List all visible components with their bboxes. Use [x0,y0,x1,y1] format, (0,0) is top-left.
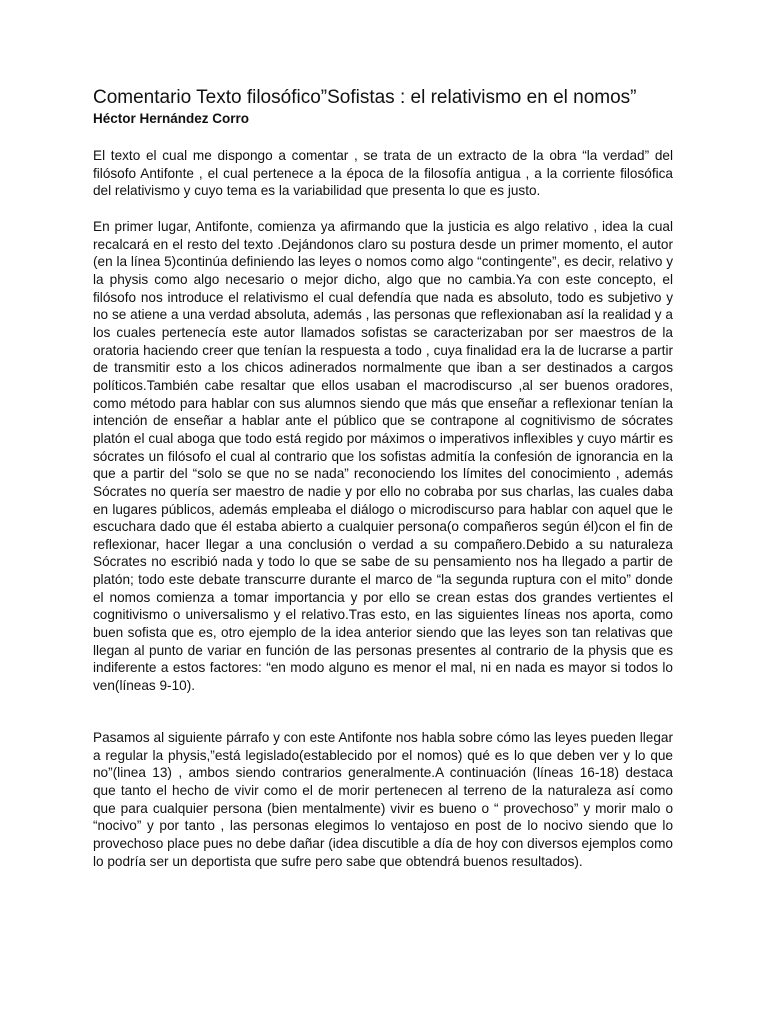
paragraph-analysis: En primer lugar, Antifonte, comienza ya afirmando que la justicia es algo relativo , idea la cual recalcará en el resto del texto .Dejándonos claro su postura desde un primer momento, el autor (en la línea 5)continúa definiendo las leyes o nomos como algo “contingente”, es decir, relativo y la physis como algo necesario o mejor dicho, algo que no cambia.Ya con este concepto, el filósofo nos introduce el relativismo el cual defendía que nada es absoluto, todo es subjetivo y no se atiene a una verdad absoluta, además , las personas que reflexionaban así la realidad y a los cuales pertenecía este autor llamados sofistas se caracterizaban por ser maestros de la oratoria haciendo creer que tenían la respuesta a todo , cuya finalidad era la de lucrarse a partir de transmitir esto a los chicos adinerados normalmente que iban a ser destinados a cargos políticos.También cabe resaltar que ellos usaban el macrodiscurso ,al ser buenos oradores, como método para hablar con sus alumnos siendo que más que enseñar a reflexionar tenían la intención de enseñar a hablar ante el público que se contrapone al cognitivismo de sócrates platón el cual aboga que todo está regido por máximos o imperativos inflexibles y cuyo mártir es sócrates un filósofo el cual al contrario que los sofistas admitía la confesión de ignorancia en la que a partir del “solo se que no se nada” reconociendo los límites del conocimiento , además Sócrates no quería ser maestro de nadie y por ello no cobraba por sus charlas, las cuales daba en lugares públicos, además empleaba el diálogo o microdiscurso para hablar con aquel que le escuchara dado que él estaba abierto a cualquier persona(o compañeros según él)con el fin de reflexionar, hacer llegar a una conclusión o verdad a su compañero.Debido a su naturaleza Sócrates no escribió nada y todo lo que se sabe de su pensamiento nos ha llegado a partir de platón; todo este debate transcurre durante el marco de “la segunda ruptura con el mito” donde el nomos comienza a tomar importancia y por ello se crean estas dos grandes vertientes el cognitivismo o universalismo y el relativo.Tras esto, en las siguientes líneas nos aporta, como buen sofista que es, otro ejemplo de la idea anterior siendo que las leyes son tan relativas que llegan al punto de variar en función de las personas presentes al contrario de la physis que es indiferente a estos factores: “en modo alguno es menor el mal, ni en nada es mayor si todos lo ven(líneas 9-10). [93,219,673,694]
document-title: Comentario Texto filosófico”Sofistas : el relativismo en el nomos” [93,87,637,108]
paragraph-continuation: Pasamos al siguiente párrafo y con este Antifonte nos habla sobre cómo las leyes pueden llegar a regular la physis,”está legislado(establecido por el nomos) qué es lo que deben ver y lo que no”(linea 13) , ambos siendo contrarios generalmente.A continuación (líneas 16-18) destaca que tanto el hecho de vivir como el de morir pertenecen al terreno de la naturaleza así como que para cualquier persona (bien mentalmente) vivir es bueno o “ provechoso” y morir malo o “nocivo” y por tanto , las personas elegimos lo ventajoso en post de lo nocivo siendo que lo provechoso place pues no debe dañar (idea discutible a día de hoy con diversos ejemplos como lo podría ser un deportista que sufre pero sabe que obtendrá buenos resultados). [93,730,673,869]
document-author: Héctor Hernández Corro [93,111,250,126]
paragraph-intro: El texto el cual me dispongo a comentar , se trata de un extracto de la obra “la verdad” del filósofo Antifonte , el cual pertenece a la época de la filosofía antigua , a la corriente filosófica del relativismo y cuyo tema es la variabilidad que presenta lo que es justo. [93,148,673,199]
